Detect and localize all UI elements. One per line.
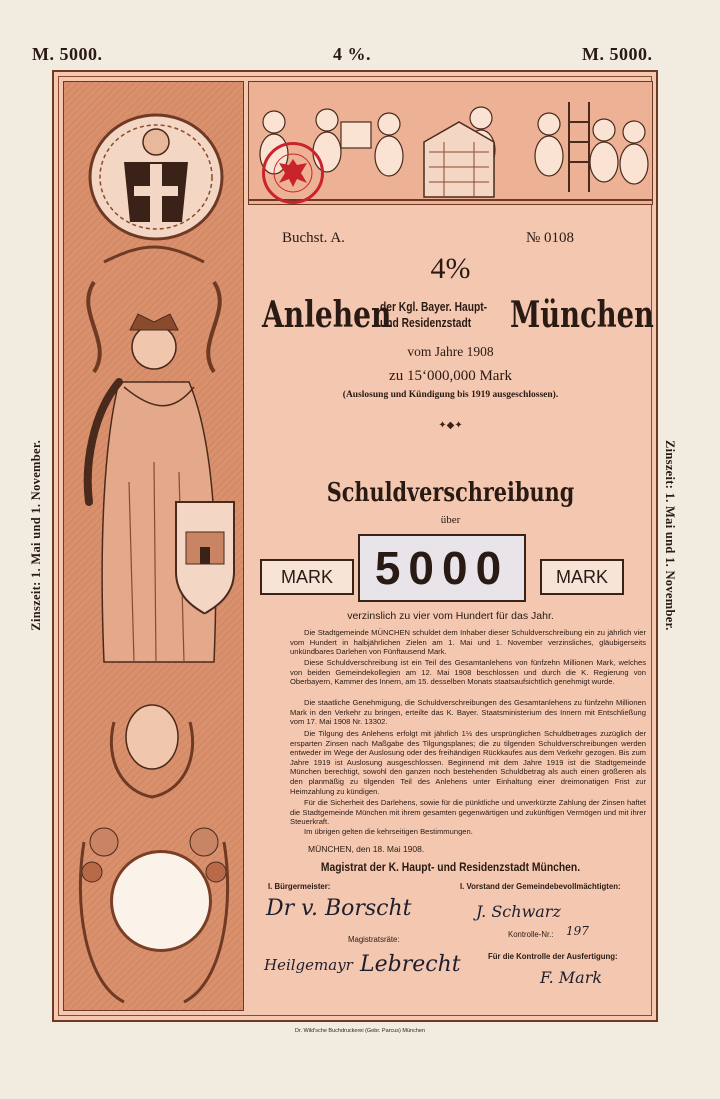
corner-rate: 4 %. xyxy=(333,44,371,64)
terms-paragraph-1: Die Stadtgemeinde MÜNCHEN schuldet dem Inhaber dieser Schuldverschreibung ein zu jährlich vier vom Hundert in halbjährlichen Zielen am 1. Mai und 1. November verzinsliches, gläubigerseits unkündbares Darlehen von Fünftausend Mark. xyxy=(290,628,646,657)
certificate-body xyxy=(248,208,653,1011)
city-heading: München xyxy=(510,294,654,336)
magistratsraete-caption: Magistratsräte: xyxy=(348,935,400,944)
mayor-signature: Dr v. Borscht xyxy=(266,896,412,921)
series-letter: Buchst. A. xyxy=(282,230,345,246)
divider-ornament-icon: ✦◆✦ xyxy=(438,420,463,431)
total-amount: zu 15‘000,000 Mark xyxy=(389,368,512,384)
document-title: Schuldverschreibung xyxy=(326,478,575,508)
ausfertigung-signature: F. Mark xyxy=(540,968,603,987)
magistrat-line: Magistrat der K. Haupt- und Residenzstadt München. xyxy=(320,860,581,874)
terms-paragraph-4: Die Tilgung des Anlehens erfolgt mit jährlich 1½ des ursprünglichen Schuldbetrages zuzüglich der ersparten Zinsen nach Maßgabe des Tilgungsplanes; die zu tilgenden Schuldverschreibungen werden entweder im Wege der Auslosung oder des freihändigen Rückkaufes aus dem Verkehr gezogen. Bis zum Jahre 1919 ist Auslosung ausgeschlossen. Beginnend mit dem Jahre 1919 ist die Stadtgemeinde München berechtigt, sowohl den ganzen noch bestehenden Schuldbetrag als auch einen größeren als den planmäßig zu tilgenden Teil des Anlehens unter Einhaltung einer dreimonatigen Frist zur Heimzahlung zu kündigen. xyxy=(290,729,646,796)
kontrolle-label: Kontrolle-Nr.: xyxy=(508,930,554,939)
ueber-label: über xyxy=(440,514,461,526)
interest-rate: 4% xyxy=(430,252,471,285)
anlehen-heading: Anlehen xyxy=(262,294,392,336)
mayor-caption: I. Bürgermeister: xyxy=(268,882,331,891)
mark-label-right: MARK xyxy=(540,559,624,595)
corner-amount-left: M. 5000. xyxy=(32,44,103,64)
terms-paragraph-3: Die staatliche Genehmigung, die Schuldverschreibungen des Gesamtanlehens zu fünfzehn Millionen Mark in den Verkehr zu bringen, erteilte das K. Bayer. Staatsministerium des Innern mit Entschließung vom 17. Mai 1908 Nr. 13302. xyxy=(290,698,646,727)
issue-year: vom Jahre 1908 xyxy=(407,344,494,359)
interest-line: verzinslich zu vier vom Hundert für das Jahr. xyxy=(347,610,554,622)
terms-paragraph-5: Für die Sicherheit des Darlehens, sowie für die pünktliche und unverkürzte Zahlung der Zinsen haftet die Stadtgemeinde München mit ihrem gesamten gegenwärtigen und zukünftigen Vermögen und mit ihrer Steuerkraft. xyxy=(290,798,646,827)
issuer-line-2: und Residenzstadt xyxy=(380,316,472,330)
councillor-signature-2: Lebrecht xyxy=(360,952,461,977)
councillor-signature-1: Heilgemayr xyxy=(264,956,353,974)
eagle-icon xyxy=(265,145,321,201)
corner-amount-right: M. 5000. xyxy=(582,44,653,64)
redemption-note: (Auslosung und Kündigung bis 1919 ausgeschlossen). xyxy=(342,390,559,400)
terms-paragraph-2: Diese Schuldverschreibung ist ein Teil des Gesamtanlehens von fünfzehn Millionen Mark, welches von beiden Gemeindekollegien am 12. Mai 1908 beschlossen und durch die K. Regierung von Oberbayern, Kammer des Innern, am 15. desselben Monats staatsaufsichtlich genehmigt wurde. xyxy=(290,658,646,687)
place-date: MÜNCHEN, den 18. Mai 1908. xyxy=(308,844,425,854)
terms-paragraph-6: Im übrigen gelten die kehrseitigen Bestimmungen. xyxy=(304,827,473,836)
amount-value: 5000 xyxy=(358,534,526,602)
blank-medallion xyxy=(110,850,212,952)
vorstand-signature: J. Schwarz xyxy=(476,902,561,921)
ausfertigung-caption: Für die Kontrolle der Ausfertigung: xyxy=(488,952,618,961)
side-interest-dates-right: Zinszeit: 1. Mai und 1. November. xyxy=(663,440,677,631)
certificate-number: № 0108 xyxy=(526,230,575,246)
issuer-line-1: der Kgl. Bayer. Haupt- xyxy=(380,300,488,314)
side-interest-dates-left: Zinszeit: 1. Mai und 1. November. xyxy=(29,440,43,631)
red-seal-stamp xyxy=(262,142,324,204)
printer-imprint: Dr. Wild'sche Buchdruckerei (Gebr. Parcus) München xyxy=(294,1028,426,1034)
kontrolle-number: 197 xyxy=(566,924,589,938)
mark-label-left: MARK xyxy=(260,559,354,595)
vorstand-caption: I. Vorstand der Gemeindebevollmächtigten: xyxy=(460,882,621,891)
